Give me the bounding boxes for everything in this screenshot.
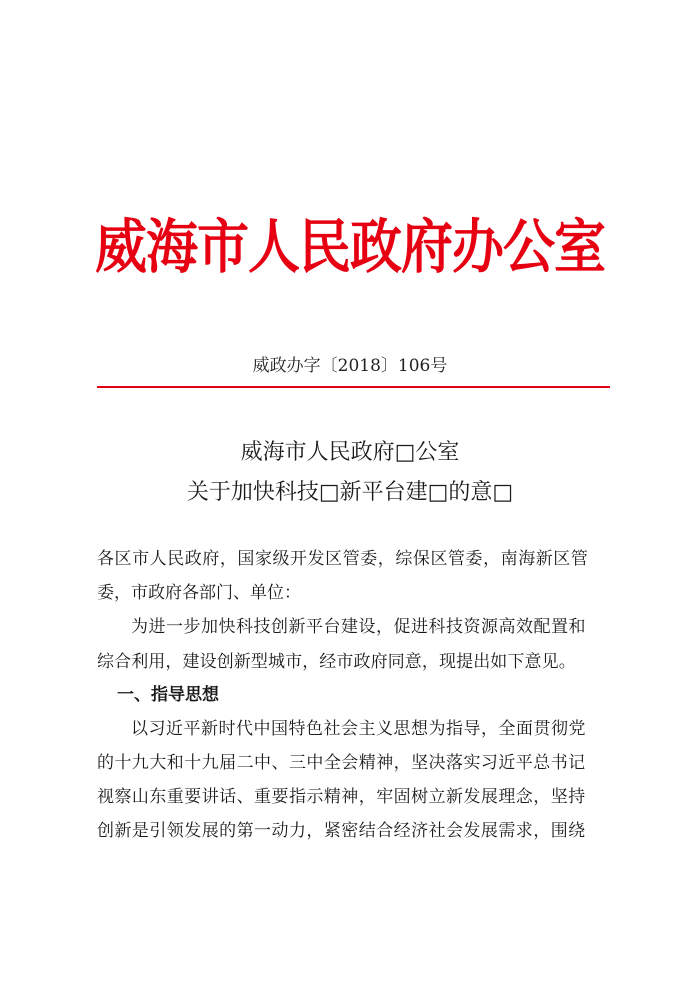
document-title-line-2: 关于加快科技□新平台建□的意□ [186, 480, 514, 505]
red-divider-line [97, 386, 610, 388]
masthead-org-name: 威海市人民政府办公室 [94, 213, 605, 282]
addressee-line-1: 各区市人民政府，国家级开发区管委，综保区管委，南海新区管 [97, 549, 589, 569]
section1-line-2: 的十九大和十九届二中、三中全会精神，坚决落实习近平总书记 [97, 753, 586, 773]
intro-line-1: 为进一步加快科技创新平台建设，促进科技资源高效配置和 [131, 617, 586, 637]
section1-line-1: 以习近平新时代中国特色社会主义思想为指导，全面贯彻党 [131, 719, 586, 739]
document-title-line-1: 威海市人民政府□公室 [240, 440, 460, 465]
section1-line-4: 创新是引领发展的第一动力，紧密结合经济社会发展需求，围绕 [97, 821, 586, 841]
document-number: 威政办字〔2018〕106号 [252, 356, 448, 376]
section1-line-3: 视察山东重要讲话、重要指示精神，牢固树立新发展理念，坚持 [97, 787, 586, 807]
section-heading-guiding-ideology: 一、指导思想 [117, 685, 219, 705]
addressee-line-2: 委，市政府各部门、单位： [97, 583, 301, 603]
intro-line-2: 综合利用，建设创新型城市，经市政府同意，现提出如下意见。 [97, 652, 576, 672]
